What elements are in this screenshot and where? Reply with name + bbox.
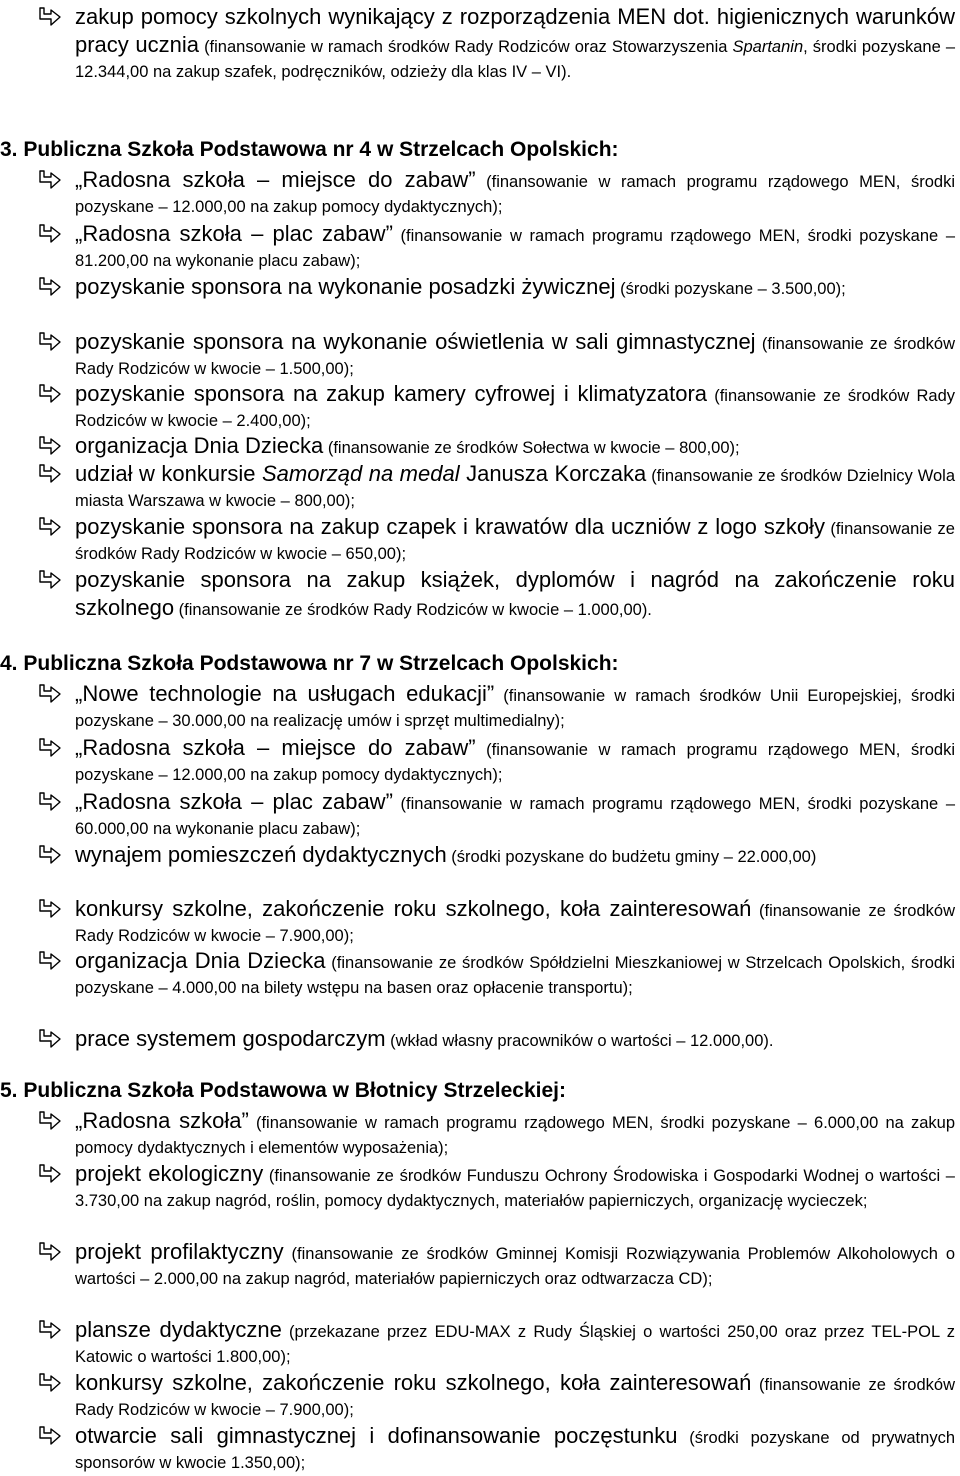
hollow-arrow-bullet-icon [37, 1241, 63, 1263]
hollow-arrow-bullet-icon [37, 683, 63, 705]
list-item [37, 1161, 955, 1214]
section-heading: 3. Publiczna Szkoła Podstawowa nr 4 w Strzelcach Opolskich: [0, 138, 619, 161]
list-item [37, 433, 955, 461]
hollow-arrow-bullet-icon [37, 383, 63, 405]
item-text: „Radosna szkoła – miejsce do zabaw” (finansowanie w ramach programu rządowego MEN, środki pozyskane – 12.000,00 na zakup pomocy dydaktycznych); [75, 735, 955, 784]
hollow-arrow-bullet-icon [37, 1372, 63, 1394]
list-item [37, 274, 955, 302]
hollow-arrow-bullet-icon [37, 1028, 63, 1050]
list-item [37, 221, 955, 274]
item-text: „Radosna szkoła – miejsce do zabaw” (finansowanie w ramach programu rządowego MEN, środki pozyskane – 12.000,00 na zakup pomocy dydaktycznych); [75, 167, 955, 216]
list-item [37, 167, 955, 220]
hollow-arrow-bullet-icon [37, 516, 63, 538]
hollow-arrow-bullet-icon [37, 1425, 63, 1447]
hollow-arrow-bullet-icon [37, 435, 63, 457]
item-text: pozyskanie sponsora na zakup książek, dyplomów i nagród na zakończenie roku szkolnego (finansowanie ze środków Rady Rodziców w kwocie – 1.000,00). [75, 567, 955, 620]
hollow-arrow-bullet-icon [37, 569, 63, 591]
item-text: wynajem pomieszczeń dydaktycznych (środki pozyskane do budżetu gminy – 22.000,00) [75, 842, 817, 867]
item-text: organizacja Dnia Dziecka (finansowanie ze środków Spółdzielni Mieszkaniowej w Strzelcach Opolskich, środki pozyskane – 4.000,00 na bilety wstępu na basen oraz opłacenie transportu); [75, 948, 955, 997]
hollow-arrow-bullet-icon [37, 1110, 63, 1132]
item-text: konkursy szkolne, zakończenie roku szkolnego, koła zainteresowań (finansowanie ze środków Rady Rodziców w kwocie – 7.900,00); [75, 1370, 955, 1419]
item-text: prace systemem gospodarczym (wkład własny pracowników o wartości – 12.000,00). [75, 1026, 774, 1051]
hollow-arrow-bullet-icon [37, 169, 63, 191]
list-item [37, 381, 955, 434]
list-item [37, 896, 955, 949]
hollow-arrow-bullet-icon [37, 1163, 63, 1185]
list-item [37, 461, 955, 514]
list-item [37, 1026, 955, 1054]
item-text: „Nowe technologie na usługach edukacji” (finansowanie w ramach środków Unii Europejskiej, środki pozyskane – 30.000,00 na realizację umów i sprzęt multimedialny); [75, 681, 955, 730]
item-text: projekt profilaktyczny (finansowanie ze środków Gminnej Komisji Rozwiązywania Problemów Alkoholowych o wartości – 2.000,00 na zakup nagród, materiałów papierniczych oraz odtwarzacza CD); [75, 1239, 955, 1288]
list-item [37, 1108, 955, 1161]
item-text: „Radosna szkoła – plac zabaw” (finansowanie w ramach programu rządowego MEN, środki pozyskane – 81.200,00 na wykonanie placu zabaw); [75, 221, 955, 270]
list-item [37, 567, 955, 623]
list-item [37, 842, 955, 870]
list-item [37, 681, 955, 734]
section-heading: 4. Publiczna Szkoła Podstawowa nr 7 w Strzelcach Opolskich: [0, 652, 619, 675]
list-item [37, 4, 955, 85]
item-text: „Radosna szkoła – plac zabaw” (finansowanie w ramach programu rządowego MEN, środki pozyskane – 60.000,00 na wykonanie placu zabaw); [75, 789, 955, 838]
item-text: „Radosna szkoła” (finansowanie w ramach programu rządowego MEN, środki pozyskane – 6.000,00 na zakup pomocy dydaktycznych i elementów wyposażenia); [75, 1108, 956, 1157]
hollow-arrow-bullet-icon [37, 844, 63, 866]
list-item [37, 514, 955, 567]
hollow-arrow-bullet-icon [37, 463, 63, 485]
item-text: zakup pomocy szkolnych wynikający z rozporządzenia MEN dot. higienicznych warunków pracy ucznia (finansowanie w ramach środków Rady Rodziców oraz Stowarzyszenia Spartanin, środki pozyskane – 12.344,00 na zakup szafek, podręczników, odzieży dla klas IV – VI). [75, 4, 955, 81]
list-item [37, 329, 955, 382]
section-heading: 5. Publiczna Szkoła Podstawowa w Błotnicy Strzeleckiej: [0, 1079, 567, 1102]
list-item [37, 1239, 955, 1292]
list-item [37, 735, 955, 788]
item-text: pozyskanie sponsora na zakup czapek i krawatów dla uczniów z logo szkoły (finansowanie ze środków Rady Rodziców w kwocie – 650,00); [75, 514, 955, 563]
hollow-arrow-bullet-icon [37, 1319, 63, 1341]
item-text: pozyskanie sponsora na zakup kamery cyfrowej i klimatyzatora (finansowanie ze środków Rady Rodziców w kwocie – 2.400,00); [75, 381, 955, 430]
list-item [37, 789, 955, 842]
item-text: pozyskanie sponsora na wykonanie oświetlenia w sali gimnastycznej (finansowanie ze środków Rady Rodziców w kwocie – 1.500,00); [75, 329, 956, 378]
hollow-arrow-bullet-icon [37, 276, 63, 298]
list-item [37, 1317, 955, 1370]
hollow-arrow-bullet-icon [37, 223, 63, 245]
item-text: pozyskanie sponsora na wykonanie posadzki żywicznej (środki pozyskane – 3.500,00); [75, 274, 846, 299]
list-item [37, 1370, 955, 1423]
hollow-arrow-bullet-icon [37, 737, 63, 759]
item-text: otwarcie sali gimnastycznej i dofinansowanie poczęstunku (środki pozyskane od prywatnych sponsorów w kwocie 1.350,00); [75, 1423, 955, 1472]
item-text: projekt ekologiczny (finansowanie ze środków Funduszu Ochrony Środowiska i Gospodarki Wodnej o wartości – 3.730,00 na zakup nagród, roślin, pomocy dydaktycznych, materiałów papierniczych, organizację wycieczek; [75, 1161, 955, 1210]
item-text: plansze dydaktyczne (przekazane przez EDU-MAX z Rudy Śląskiej o wartości 250,00 oraz przez TEL-POL z Katowic o wartości 1.800,00); [75, 1317, 956, 1366]
hollow-arrow-bullet-icon [37, 950, 63, 972]
hollow-arrow-bullet-icon [37, 6, 63, 28]
hollow-arrow-bullet-icon [37, 898, 63, 920]
item-text: udział w konkursie Samorząd na medal Janusza Korczaka (finansowanie ze środków Dzielnicy Wola miasta Warszawa w kwocie – 800,00); [75, 461, 955, 510]
list-item [37, 1423, 955, 1476]
list-item [37, 948, 955, 1001]
item-text: organizacja Dnia Dziecka (finansowanie ze środków Sołectwa w kwocie – 800,00); [75, 433, 740, 458]
hollow-arrow-bullet-icon [37, 791, 63, 813]
item-text: konkursy szkolne, zakończenie roku szkolnego, koła zainteresowań (finansowanie ze środków Rady Rodziców w kwocie – 7.900,00); [75, 896, 955, 945]
hollow-arrow-bullet-icon [37, 331, 63, 353]
